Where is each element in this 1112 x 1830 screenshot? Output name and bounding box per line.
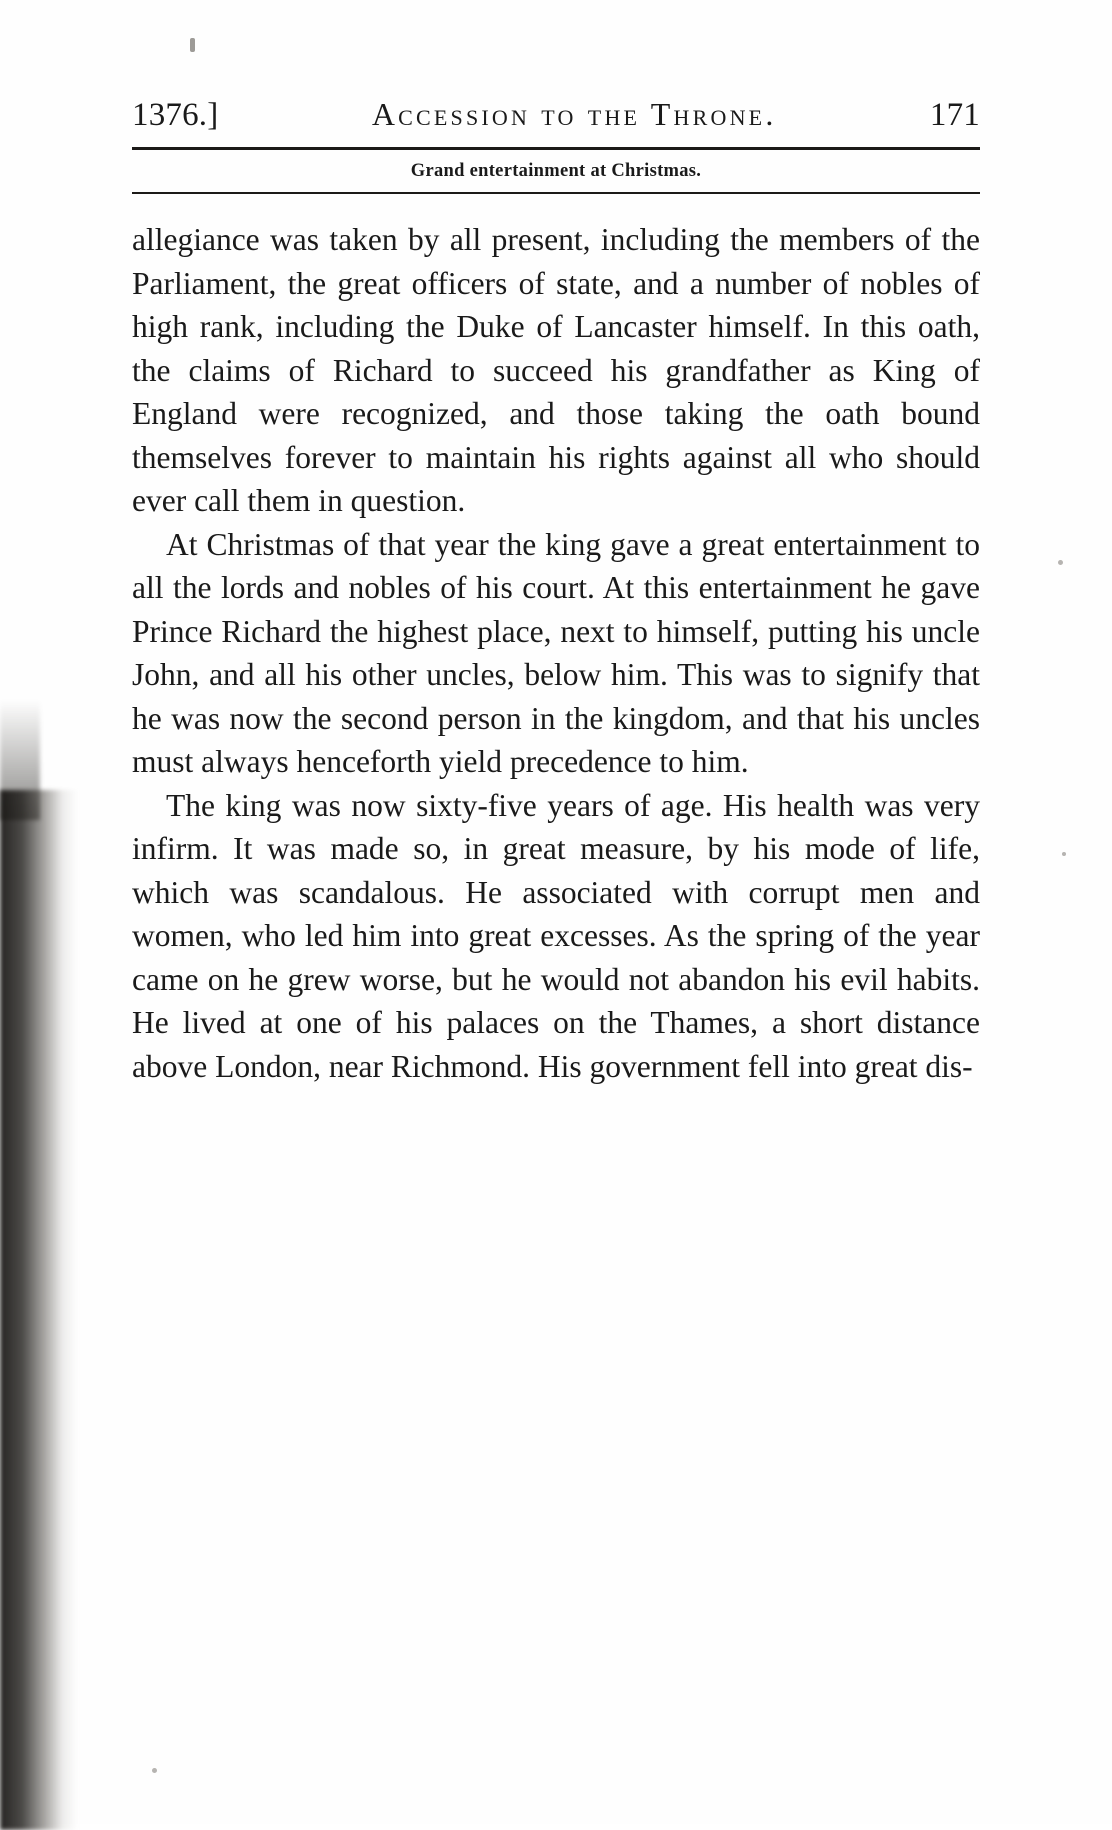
paragraph: The king was now sixty-five years of age. His health was very infirm. It was made so, in great measure, by his mode of life, which was scandalous. He associated with corrupt men and women, who led him into great excesses. As the spring of the year came on he grew worse, but he would not abandon his evil habits. He lived at one of his palaces on the Thames, a short distance above London, near Richmond. His government fell into great dis- bbox=[132, 787, 980, 1084]
page-number: 171 bbox=[929, 97, 980, 133]
body-text bbox=[132, 218, 980, 1088]
running-head-year: 1376.] bbox=[132, 97, 219, 133]
header-rule-bottom bbox=[132, 192, 980, 194]
header-rule-top bbox=[132, 147, 980, 150]
scan-speck bbox=[152, 1768, 157, 1773]
scan-speck bbox=[1062, 852, 1066, 856]
page-gutter-shadow bbox=[0, 790, 78, 1830]
scan-speck bbox=[1058, 560, 1063, 565]
paragraph: At Christmas of that year the king gave a great entertainment to all the lords and nobles of his court. At this entertainment he gave Prince Richard the highest place, next to himself, putting his uncle John, and all his other uncles, below him. This was to signify that he was now the second person in the kingdom, and that his uncles must always henceforth yield precedence to him. bbox=[132, 526, 980, 779]
page-content bbox=[132, 0, 980, 1088]
running-head bbox=[132, 96, 980, 134]
section-sidenote: Grand entertainment at Christmas. bbox=[410, 161, 702, 181]
page-gutter-shadow-top bbox=[0, 700, 40, 820]
paragraph: allegiance was taken by all present, including the members of the Parliament, the great officers of state, and a number of nobles of high rank, including the Duke of Lancaster himself. In this oath, the claims of Richard to succeed his grandfather as King of England were recognized, and those taking the oath bound themselves forever to maintain his rights against all who should ever call them in question. bbox=[132, 222, 980, 518]
running-head-title: Accession to the Throne. bbox=[371, 96, 777, 132]
